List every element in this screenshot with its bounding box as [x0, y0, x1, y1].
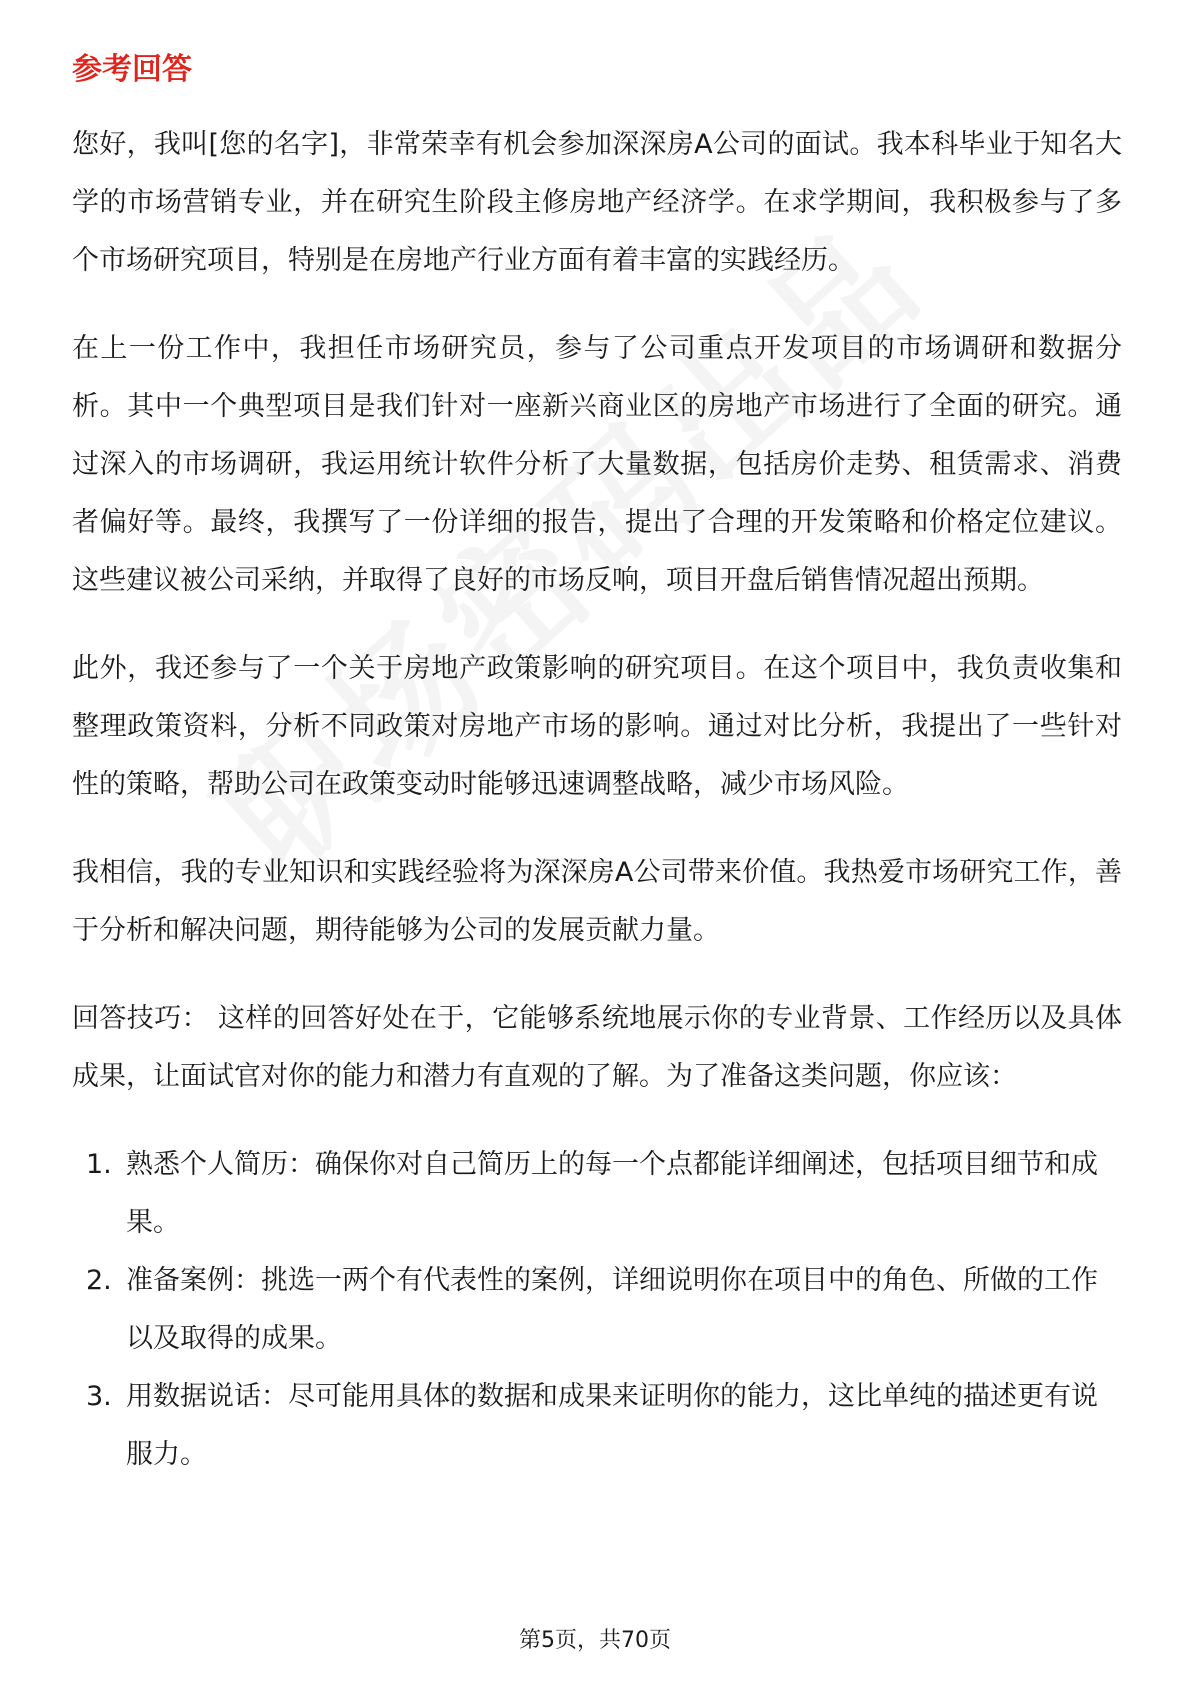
list-item: [72, 1136, 1122, 1252]
paragraph-work-experience: 在上一份工作中，我担任市场研究员，参与了公司重点开发项目的市场调研和数据分析。其中一个典型项目是我们针对一座新兴商业区的房地产市场进行了全面的研究。通过深入的市场调研，我运用统计软件分析了大量数据，包括房价走势、租赁需求、消费者偏好等。最终，我撰写了一份详细的报告，提出了合理的开发策略和价格定位建议。这些建议被公司采纳，并取得了良好的市场反响，项目开盘后销售情况超出预期。: [72, 333, 1122, 596]
list-item-text: 用数据说话：尽可能用具体的数据和成果来证明你的能力，这比单纯的描述更有说服力。: [126, 1381, 1098, 1470]
paragraph-closing: 我相信，我的专业知识和实践经验将为深深房A公司带来价值。我热爱市场研究工作，善于分析和解决问题，期待能够为公司的发展贡献力量。: [72, 857, 1122, 946]
answer-content: [72, 116, 1122, 1484]
section-title: 参考回答: [72, 52, 192, 87]
paragraph-answer-tips: 回答技巧： 这样的回答好处在于，它能够系统地展示你的专业背景、工作经历以及具体成果，让面试官对你的能力和潜力有直观的了解。为了准备这类问题，你应该：: [72, 1003, 1122, 1092]
list-item-text: 熟悉个人简历：确保你对自己简历上的每一个点都能详细阐述，包括项目细节和成果。: [126, 1149, 1098, 1238]
list-number: 2.: [86, 1265, 112, 1296]
page-number: 第5页，共70页: [519, 1628, 671, 1653]
list-item: [72, 1252, 1122, 1368]
list-number: 1.: [86, 1149, 112, 1180]
list-number: 3.: [86, 1381, 112, 1412]
paragraph-intro: 您好，我叫[您的名字]，非常荣幸有机会参加深深房A公司的面试。我本科毕业于知名大学的市场营销专业，并在研究生阶段主修房地产经济学。在求学期间，我积极参与了多个市场研究项目，特别是在房地产行业方面有着丰富的实践经历。: [72, 129, 1122, 276]
list-item-text: 准备案例：挑选一两个有代表性的案例，详细说明你在项目中的角色、所做的工作以及取得的成果。: [126, 1265, 1098, 1354]
paragraph-policy-project: 此外，我还参与了一个关于房地产政策影响的研究项目。在这个项目中，我负责收集和整理政策资料，分析不同政策对房地产市场的影响。通过对比分析，我提出了一些针对性的策略，帮助公司在政策变动时能够迅速调整战略，减少市场风险。: [72, 653, 1122, 800]
tips-list: [72, 1136, 1122, 1484]
list-item: [72, 1368, 1122, 1484]
